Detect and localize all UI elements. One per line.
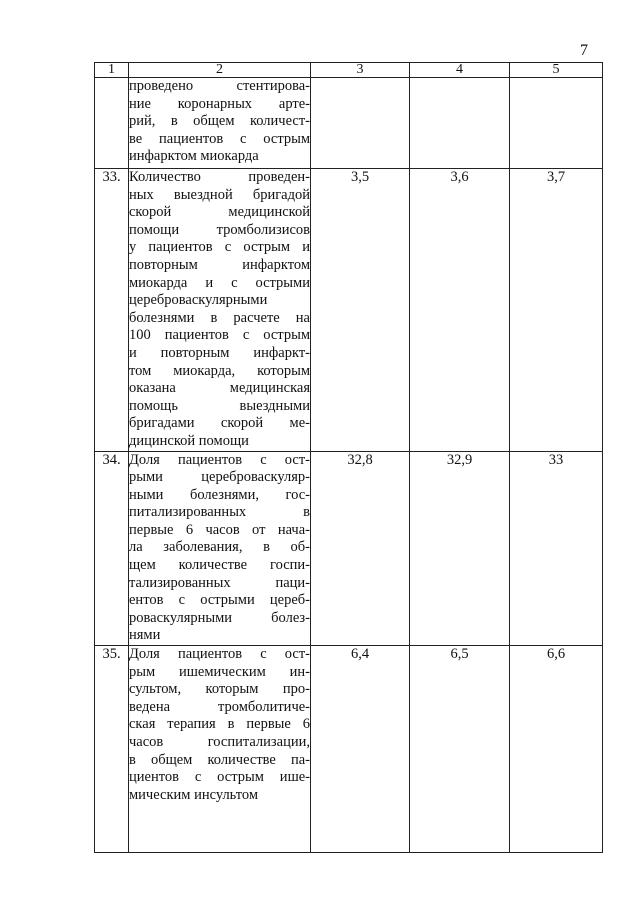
column-header: 4 [410,63,510,78]
value-col5: 33 [510,451,603,646]
value-col4: 3,6 [410,169,510,452]
description-line: помощь выездными [129,397,310,414]
indicator-description [129,78,311,169]
description-line: циентов с острым ише- [129,769,310,786]
description-line: скорой медицинской [129,204,310,221]
row-number: 34. [95,451,129,646]
column-header: 5 [510,63,603,78]
description-line: в общем количестве па- [129,751,310,768]
description-line: рий, в общем количест- [129,113,310,130]
description-line: ние коронарных арте- [129,95,310,112]
description-line: бригадами скорой ме- [129,415,310,432]
value-col3: 3,5 [311,169,410,452]
description-line: ла заболевания, в об- [129,539,310,556]
description-line: миокарда и с острыми [129,274,310,291]
description-line: первые 6 часов от нача- [129,521,310,538]
description-line: часов госпитализации, [129,734,310,750]
table-header-row [95,63,603,78]
indicator-description [129,451,311,646]
description-line: щем количестве госпи- [129,557,310,574]
value-col4: 6,5 [410,646,510,853]
value-col4: 32,9 [410,451,510,646]
description-line: рыми цереброваскуляр- [129,469,310,486]
description-line: Доля пациентов с ост- [129,646,310,663]
row-number: 35. [95,646,129,853]
description-line: ская терапия в первые 6 [129,716,310,733]
table-row [95,78,603,169]
column-header: 2 [129,63,311,78]
page-number: 7 [580,42,588,59]
description-line: оказана медицинская [129,380,310,397]
value-col5: 6,6 [510,646,603,853]
description-line: ентов с острыми цереб- [129,592,310,609]
description-line: мическим инсультом [129,786,259,803]
indicator-description [129,169,311,452]
description-line: дицинской помощи [129,432,249,449]
description-line: Доля пациентов с ост- [129,451,310,468]
indicators-table [94,62,603,853]
description-line: нями [129,627,161,644]
value-col5 [510,78,603,169]
value-col3 [311,78,410,169]
description-line: рым ишемическим ин- [129,663,310,680]
description-line: ных выездной бригадой [129,186,310,203]
column-header: 3 [311,63,410,78]
description-line: ве пациентов с острым [129,130,310,147]
table-row [95,646,603,853]
description-line: Количество проведен- [129,169,310,185]
description-line: помощи тромболизисов [129,221,310,238]
value-col3: 32,8 [311,451,410,646]
description-line: 100 пациентов с острым [129,327,310,344]
row-number [95,78,129,169]
description-line: повторным инфарктом [129,256,310,273]
table-row [95,451,603,646]
description-line: питализированных в [129,504,310,521]
column-header: 1 [95,63,129,78]
indicator-description [129,646,311,853]
value-col4 [410,78,510,169]
description-line: и повторным инфаркт- [129,344,310,361]
description-line: ведена тромболитиче- [129,698,310,715]
description-line: сультом, которым про- [129,681,310,698]
value-col5: 3,7 [510,169,603,452]
value-col3: 6,4 [311,646,410,853]
description-line: роваскулярными болез- [129,609,310,626]
description-line: ными болезнями, гос- [129,486,310,503]
table-row [95,169,603,452]
description-line: у пациентов с острым и [129,239,310,256]
description-line: цереброваскулярными [129,292,268,309]
description-line: тализированных паци- [129,574,310,591]
description-line: том миокарда, которым [129,362,310,379]
description-line: болезнями в расчете на [129,309,310,326]
row-number: 33. [95,169,129,452]
description-line: проведено стентирова- [129,78,310,94]
description-line: инфарктом миокарда [129,148,259,165]
